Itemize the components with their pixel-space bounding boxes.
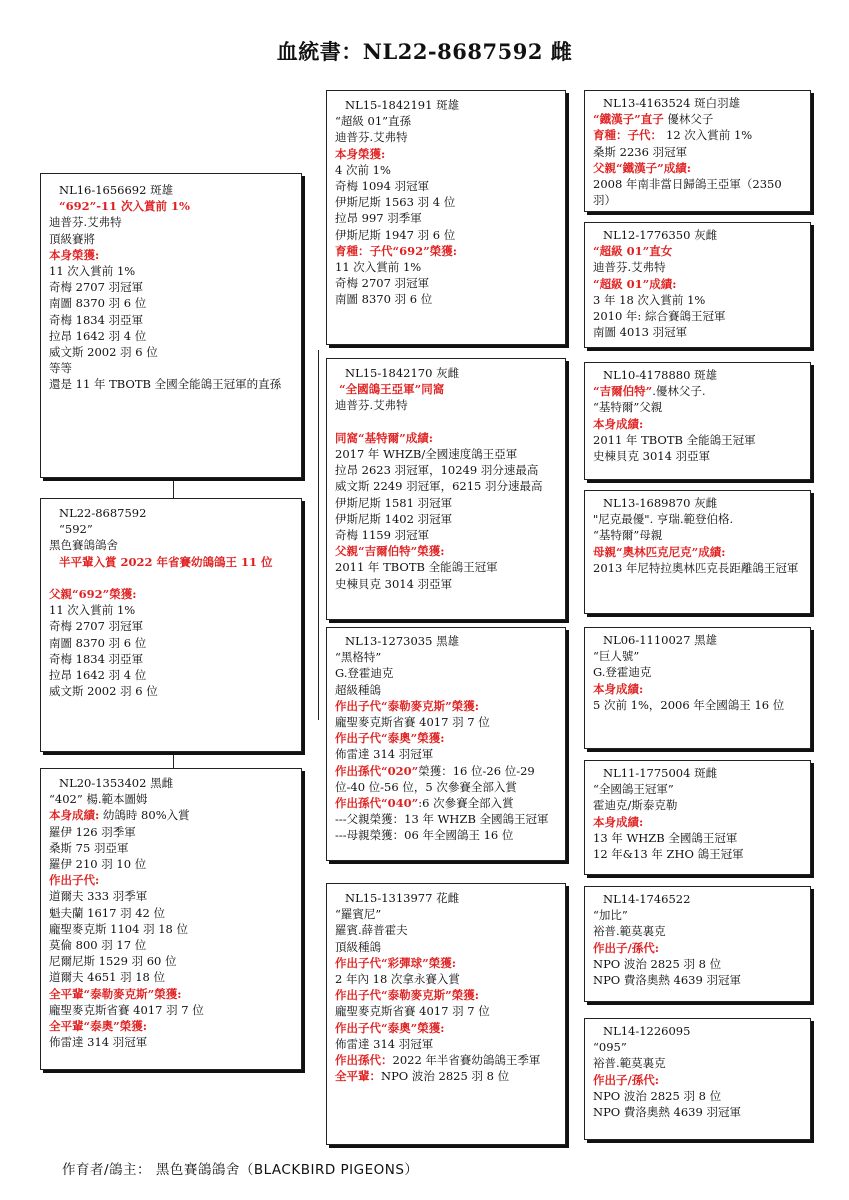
pedigree-line: 全平輩：NPO 波治 2825 羽 8 位 [335, 1069, 510, 1084]
connector [318, 350, 319, 720]
pedigree-line: 作出子/孫代: [593, 940, 659, 955]
pedigree-line: 頂級種鴿 [335, 939, 381, 954]
pedigree-line: 拉昂 997 羽季軍 [335, 211, 422, 226]
pedigree-line: 2017 年 WHZB/全國速度鴿王亞軍 [335, 447, 518, 461]
pedigree-line [49, 570, 295, 586]
pedigree-box-ddd [584, 1018, 811, 1140]
pedigree-line: 道爾夫 333 羽季軍 [49, 889, 148, 904]
pedigree-line: 迪普芬.艾弗特 [335, 130, 408, 145]
pedigree-line: 魁夫蘭 1617 羽 42 位 [49, 905, 166, 920]
pedigree-line: 佈雷達 314 羽冠軍 [335, 1036, 434, 1051]
pedigree-box-subject [40, 498, 302, 752]
pedigree-line: 威文斯 2002 羽 6 位 [49, 345, 158, 360]
pedigree-line: ---母親榮獲：06 年全國鴿王 16 位 [335, 828, 514, 843]
pedigree-line: 奇梅 2707 羽冠軍 [49, 619, 144, 634]
pedigree-line: 桑斯 75 羽亞軍 [49, 840, 129, 855]
pedigree-line: 11 次入賞前 1% [49, 264, 136, 279]
pedigree-line: 龐聖麥克斯省賽 4017 羽 7 位 [335, 1004, 490, 1019]
pedigree-line: 龐聖麥克斯省賽 4017 羽 7 位 [335, 715, 490, 730]
pedigree-line: 迪普芬.艾弗特 [49, 215, 122, 230]
pedigree-line: "尼克最優". 亨瑞.範登伯格. [593, 512, 734, 527]
pedigree-line: 半平輩入賞 2022 年省賽幼鴿鴿王 11 位 [59, 554, 273, 569]
pedigree-line: 裕普.範莫裏克 [593, 924, 666, 939]
pedigree-line: 本身成績: 幼鴿時 80%入賞 [49, 808, 190, 823]
pedigree-line: 黑色賽鴿鴿舍 [49, 538, 118, 553]
pedigree-line: 超級種鴿 [335, 682, 381, 697]
pedigree-line: 2011 年 TBOTB 全能鴿王冠軍 [335, 560, 498, 575]
pedigree-line: 位-40 位-56 位，5 次參賽全部入賞 [335, 779, 517, 794]
pedigree-line: 裕普.範莫裏克 [593, 1056, 666, 1071]
pedigree-line: “全國鴿王亞軍”同窩 [339, 382, 445, 397]
pedigree-line: 11 次入賞前 1% [335, 260, 422, 275]
pedigree-line: 育種：子代： 12 次入賞前 1% [593, 128, 753, 143]
pedigree-line: 2011 年 TBOTB 全能鴿王冠軍 [593, 432, 756, 447]
pedigree-line: 作出子代“泰勒麥克斯”榮獲: [335, 698, 479, 713]
pedigree-line: 威文斯 2249 羽冠軍，6215 羽分速最高 [335, 479, 543, 494]
pedigree-line: NL16-1656692 斑雄 [59, 183, 174, 197]
pedigree-line: “全國鴿王冠軍” [593, 782, 674, 797]
pedigree-line: “巨人號” [593, 649, 640, 664]
pedigree-line: 3 年 18 次入賞前 1% [593, 292, 706, 307]
pedigree-line: 伊斯尼斯 1402 羽冠軍 [335, 511, 453, 526]
pedigree-line: “黑格特” [335, 650, 382, 665]
pedigree-box-sds [584, 362, 811, 480]
pedigree-line: 本身榮獲: [49, 247, 100, 262]
pedigree-line: 羽） [593, 193, 616, 208]
pedigree-line: 伊斯尼斯 1947 羽 6 位 [335, 227, 456, 242]
pedigree-line: 奇梅 1834 羽亞軍 [49, 651, 144, 666]
pedigree-line: 育種：子代“692”榮獲: [335, 243, 457, 258]
pedigree-line: 母親“奧林匹克尼克”成績: [593, 544, 726, 559]
pedigree-line: NL13-4163524 斑白羽雄 [603, 96, 741, 110]
pedigree-line: 作出子代“泰奧”榮獲: [335, 1020, 445, 1035]
pedigree-line: 全平輩“泰奧”榮獲: [49, 1019, 147, 1034]
pedigree-line: 父親“692”榮獲: [49, 587, 137, 601]
pedigree-line: 父親“鐵漢子”成績: [593, 160, 691, 175]
pedigree-line: 奇梅 1834 羽亞軍 [49, 312, 144, 327]
pedigree-line: NL12-1776350 灰雌 [603, 228, 718, 242]
pedigree-line: 奇梅 1094 羽冠軍 [335, 179, 430, 194]
pedigree-line: “095” [593, 1040, 627, 1055]
pedigree-line: 作出子/孫代: [593, 1072, 659, 1087]
pedigree-line: 2 年內 18 次拿永賽入賞 [335, 972, 460, 987]
pedigree-line: 南圖 8370 羽 6 位 [49, 296, 147, 311]
breeder-footer: 作育者/鴿主： 黑色賽鴿鴿舍（BLACKBIRD PIGEONS） [62, 1162, 419, 1178]
pedigree-line: 龐聖麥克斯 1104 羽 18 位 [49, 921, 189, 936]
pedigree-line: G.登霍迪克 [593, 665, 652, 680]
connector [173, 752, 174, 768]
pedigree-line: 伊斯尼斯 1563 羽 4 位 [335, 195, 456, 210]
pedigree-line: 拉昂 2623 羽冠軍，10249 羽分速最高 [335, 463, 539, 478]
pedigree-line: 莫倫 800 羽 17 位 [49, 938, 147, 953]
pedigree-line: 羅伊 210 羽 10 位 [49, 857, 147, 872]
pedigree-box-dam-dam [326, 883, 566, 1145]
pedigree-line: “加比” [593, 908, 628, 923]
pedigree-line: NL14-1746522 [603, 892, 691, 906]
pedigree-line: NPO 費洛奧熱 4639 羽冠軍 [593, 973, 741, 988]
pedigree-line: 本身成績: [593, 416, 644, 431]
pedigree-line: NL13-1273035 黑雄 [345, 634, 460, 648]
pedigree-line: 佈雷達 314 羽冠軍 [49, 1035, 148, 1050]
pedigree-line: 迪普芬.艾弗特 [593, 260, 666, 275]
pedigree-line: 奇梅 2707 羽冠軍 [335, 276, 430, 291]
pedigree-line: 羅伊 126 羽季軍 [49, 824, 136, 839]
pedigree-line: “吉爾伯特”.優林父子. [593, 384, 706, 399]
pedigree-line: 父親“吉爾伯特”榮獲: [335, 544, 445, 559]
pedigree-line: 羅賓.薛普霍夫 [335, 923, 408, 938]
pedigree-line: 等等 [49, 361, 72, 376]
pedigree-line: NL15-1313977 花雌 [345, 891, 460, 905]
pedigree-line: 史棟貝克 3014 羽亞軍 [593, 449, 711, 464]
pedigree-line: 2008 年南非當日歸鴿王亞軍（2350 [593, 177, 782, 192]
pedigree-line: 作出子代: [49, 873, 100, 888]
pedigree-line: 本身榮獲: [335, 146, 386, 161]
pedigree-line: “羅賓尼” [335, 907, 382, 922]
pedigree-line: 南圖 8370 羽 6 位 [49, 635, 147, 650]
pedigree-line: 作出孫代：2022 年半省賽幼鴿鴿王季軍 [335, 1053, 541, 1068]
pedigree-line: NPO 費洛奧熱 4639 羽冠軍 [593, 1105, 741, 1120]
pedigree-line: “692”-11 次入賞前 1% [59, 199, 190, 214]
pedigree-line: 奇梅 1159 羽冠軍 [335, 528, 430, 543]
pedigree-line: NL14-1226095 [603, 1024, 691, 1038]
pedigree-line: 作出孫代“020”榮獲：16 位-26 位-29 [335, 763, 535, 778]
pedigree-line: NL13-1689870 灰雌 [603, 496, 718, 510]
pedigree-line: 頂級賽將 [49, 231, 95, 246]
pedigree-line: 本身成績: [593, 814, 644, 829]
connector [173, 478, 174, 498]
pedigree-line: 桑斯 2236 羽冠軍 [593, 144, 688, 159]
pedigree-line: 尼爾尼斯 1529 羽 60 位 [49, 954, 177, 969]
pedigree-line: 威文斯 2002 羽 6 位 [49, 684, 158, 699]
pedigree-line: 佈雷達 314 羽冠軍 [335, 747, 434, 762]
pedigree-line: 2013 年尼特拉奧林匹克長距離鴿王冠軍 [593, 560, 799, 575]
pedigree-box-dam [40, 768, 302, 1070]
page-title: 血統書：NL22-8687592 雌 [276, 39, 573, 64]
pedigree-line: “基特爾”母親 [593, 528, 663, 543]
pedigree-line: NL20-1353402 黑雌 [59, 776, 174, 790]
pedigree-line: 12 年&13 年 ZHO 鴿王冠軍 [593, 847, 744, 862]
pedigree-line: NL06-1110027 黑雄 [603, 633, 718, 647]
pedigree-line: 龐聖麥克斯省賽 4017 羽 7 位 [49, 1002, 204, 1017]
pedigree-line: 迪普芬.艾弗特 [335, 398, 408, 413]
pedigree-line: 4 次前 1% [335, 162, 391, 177]
pedigree-line: 13 年 WHZB 全國鴿王冠軍 [593, 830, 738, 845]
pedigree-line: “基特爾”父親 [593, 400, 663, 415]
pedigree-line: 奇梅 2707 羽冠軍 [49, 280, 144, 295]
pedigree-line: 南圖 4013 羽冠軍 [593, 325, 688, 340]
pedigree-line: G.登霍迪克 [335, 666, 394, 681]
pedigree-line: 霍迪克/斯泰克勒 [593, 798, 678, 813]
pedigree-box-dsd [584, 760, 811, 875]
pedigree-line: NPO 波治 2825 羽 8 位 [593, 1088, 722, 1103]
pedigree-line: 還是 11 年 TBOTB 全國全能鴿王冠軍的直孫 [49, 377, 282, 392]
pedigree-line: “592” [59, 522, 93, 537]
pedigree-line: NL11-1775004 斑雌 [603, 766, 718, 780]
pedigree-line: 作出子代“彩彈球”榮獲: [335, 955, 456, 970]
pedigree-line: 道爾夫 4651 羽 18 位 [49, 970, 166, 985]
pedigree-line: 史棟貝克 3014 羽亞軍 [335, 576, 453, 591]
pedigree-line [335, 414, 559, 430]
pedigree-box-dds [584, 886, 811, 1002]
pedigree-line: 5 次前 1%，2006 年全國鴿王 16 位 [593, 697, 785, 712]
pedigree-line: NPO 波治 2825 羽 8 位 [593, 956, 722, 971]
pedigree-box-sire-dam [326, 358, 566, 620]
pedigree-line: NL15-1842191 斑雄 [345, 98, 460, 112]
pedigree-line: 全平輩“泰勒麥克斯”榮獲: [49, 986, 182, 1001]
pedigree-line: 2010 年: 綜合賽鴿王冠軍 [593, 309, 726, 324]
pedigree-line: 南圖 8370 羽 6 位 [335, 292, 433, 307]
pedigree-box-sire [40, 173, 302, 478]
pedigree-line: “超級 01”直孫 [335, 114, 412, 129]
pedigree-line: 作出子代“泰奧”榮獲: [335, 731, 445, 746]
pedigree-box-dam-sire [326, 627, 566, 861]
pedigree-line: 拉昂 1642 羽 4 位 [49, 668, 147, 683]
pedigree-line: “超級 01”直女 [593, 244, 673, 259]
pedigree-line: 同窩“基特爾”成績: [335, 430, 433, 445]
pedigree-line: 拉昂 1642 羽 4 位 [49, 328, 147, 343]
pedigree-line: 作出孫代“040”:6 次參賽全部入賞 [335, 796, 514, 811]
pedigree-box-sire-sire [326, 90, 566, 345]
pedigree-box-sss [584, 90, 811, 212]
pedigree-line: NL15-1842170 灰雌 [345, 366, 460, 380]
pedigree-box-sdd [584, 490, 811, 614]
pedigree-line: 本身成績: [593, 681, 644, 696]
pedigree-box-ssd [584, 222, 811, 348]
pedigree-line: ---父親榮獲：13 年 WHZB 全國鴿王冠軍 [335, 812, 549, 827]
pedigree-line: 11 次入賞前 1% [49, 603, 136, 618]
pedigree-box-dss [584, 627, 811, 749]
pedigree-line: “402” 楊.範本圖姆 [49, 792, 148, 807]
pedigree-line: NL22-8687592 [59, 506, 147, 520]
pedigree-line: 作出子代“泰勒麥克斯”榮獲: [335, 988, 479, 1003]
pedigree-line: NL10-4178880 斑雄 [603, 368, 718, 382]
pedigree-line: 伊斯尼斯 1581 羽冠軍 [335, 495, 453, 510]
pedigree-line: “鐵漢子”直子 優林父子 [593, 112, 714, 127]
pedigree-line: “超級 01”成績: [593, 276, 677, 291]
